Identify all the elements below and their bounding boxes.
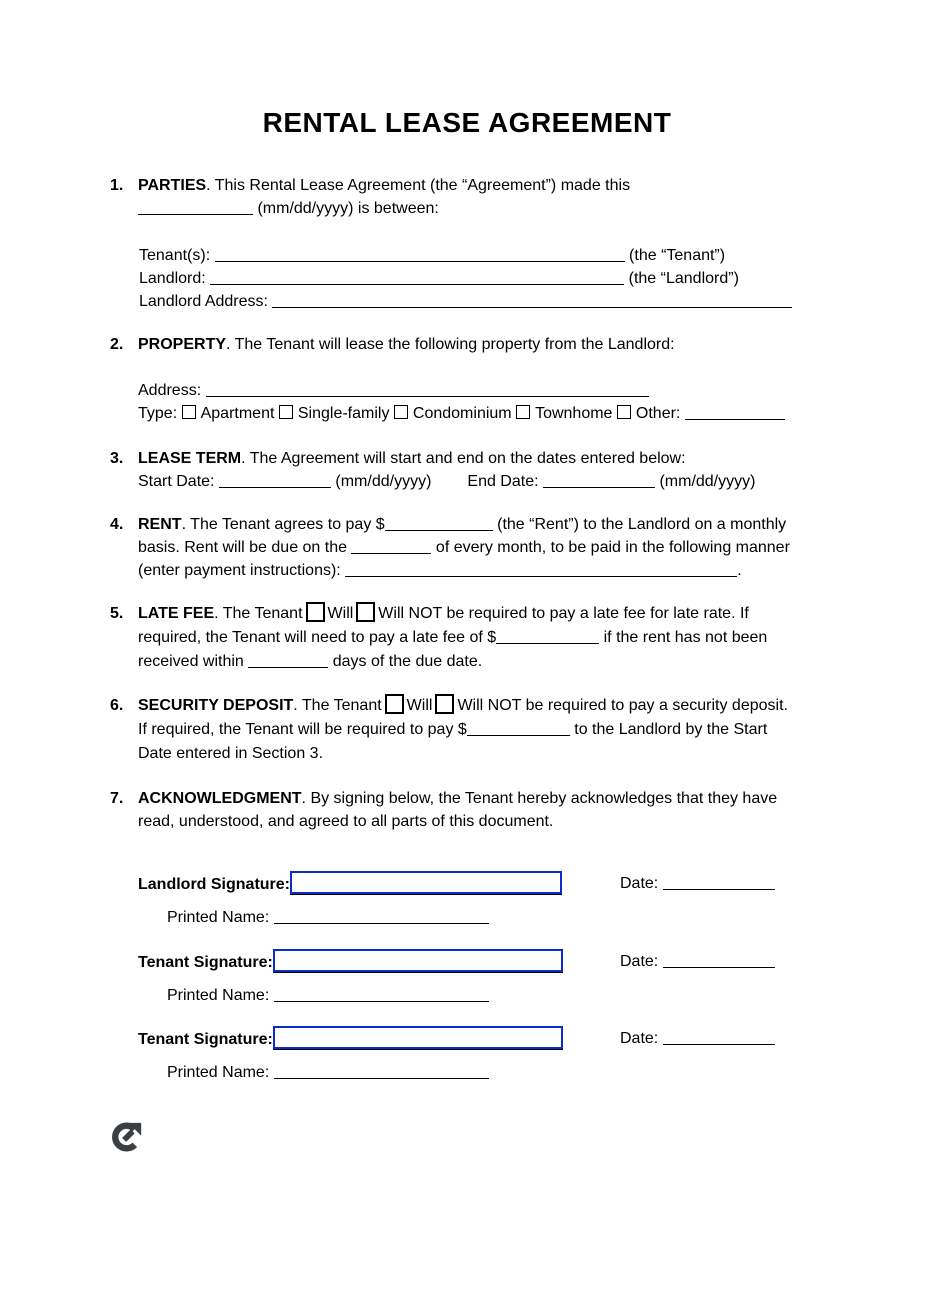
section-heading: SECURITY DEPOSIT	[138, 697, 294, 714]
section-number: 3.	[110, 450, 124, 467]
section-text: of every month, to be paid in the following manner	[435, 539, 790, 556]
section-text: basis. Rent will be due on the	[138, 539, 348, 556]
section-heading: ACKNOWLEDGMENT	[138, 790, 302, 807]
late-fee-will-checkbox[interactable]	[306, 602, 325, 622]
type-option-label: Single-family	[297, 405, 390, 422]
section-text: if the rent has not been	[603, 629, 768, 646]
landlord-signature-row	[138, 871, 822, 898]
section-number: 4.	[110, 516, 124, 533]
deposit-amount-blank-field[interactable]	[467, 721, 570, 736]
date-group	[620, 949, 775, 975]
section-number: 5.	[110, 605, 124, 622]
section-heading: LEASE TERM	[138, 450, 242, 467]
section-security-deposit	[110, 694, 822, 766]
single-family-checkbox[interactable]	[279, 405, 293, 419]
section-text: Will NOT be required to pay a late fee for late rate. If	[378, 605, 749, 622]
section-number: 1.	[110, 177, 124, 194]
section-heading: LATE FEE	[138, 605, 215, 622]
payment-instructions-blank-field[interactable]	[345, 562, 737, 577]
tenant-signature-label: Tenant Signature:	[138, 954, 273, 971]
tenant2-signature-input[interactable]	[273, 1026, 563, 1049]
landlord-signature-input[interactable]	[290, 871, 562, 894]
tenant-signature-row	[138, 949, 822, 976]
section-text: . By signing below, the Tenant hereby acknowledges that they have	[301, 790, 778, 807]
landlord-printed-name-blank-field[interactable]	[274, 909, 489, 924]
section-heading: RENT	[138, 516, 182, 533]
printed-name-label: Printed Name:	[167, 1064, 270, 1081]
landlord-suffix: (the “Landlord”)	[628, 270, 739, 287]
landlord-address-label: Landlord Address:	[139, 293, 268, 310]
section-text: (the “Rent”) to the Landlord on a monthly	[497, 516, 787, 533]
section-acknowledgment	[110, 787, 822, 833]
type-other-label: Other:	[635, 405, 681, 422]
document-page	[0, 106, 934, 1315]
tenant2-signature-row	[138, 1026, 822, 1053]
section-text: (enter payment instructions):	[138, 562, 341, 579]
type-option-label: Condominium	[412, 405, 512, 422]
tenant-signature-input[interactable]	[273, 949, 563, 972]
tenant-label: Tenant(s):	[139, 247, 211, 264]
townhome-checkbox[interactable]	[516, 405, 530, 419]
late-fee-amount-blank-field[interactable]	[496, 629, 599, 644]
page-title: RENTAL LEASE AGREEMENT	[262, 107, 672, 138]
circular-arrow-logo-icon	[110, 1120, 144, 1154]
section-text: . The Agreement will start and end on the dates entered below:	[241, 450, 686, 467]
landlord-date-blank-field[interactable]	[663, 875, 775, 890]
printed-name-row	[167, 984, 822, 1007]
section-property	[110, 333, 822, 356]
section-text: to the Landlord by the Start	[574, 721, 768, 738]
landlord-address-blank-field[interactable]	[272, 293, 792, 308]
section-text: Will NOT be required to pay a security deposit.	[457, 697, 788, 714]
date-group	[620, 1026, 775, 1052]
section-heading: PROPERTY	[138, 336, 227, 353]
will-label: Will	[327, 605, 354, 622]
start-date-label: Start Date:	[138, 473, 215, 490]
printed-name-row	[167, 906, 822, 929]
apartment-checkbox[interactable]	[182, 405, 196, 419]
property-type-label: Type:	[138, 405, 178, 422]
signature-block	[110, 871, 822, 1084]
section-text: received within	[138, 653, 244, 670]
end-date-format: (mm/dd/yyyy)	[659, 473, 756, 490]
landlord-name-blank-field[interactable]	[210, 270, 624, 285]
date-label: Date:	[620, 953, 659, 970]
late-fee-will-not-checkbox[interactable]	[356, 602, 375, 622]
section-text: required, the Tenant will need to pay a late fee of $	[138, 629, 497, 646]
type-option-label: Apartment	[200, 405, 275, 422]
section-text: (mm/dd/yyyy) is between:	[257, 200, 439, 217]
section-text: . The Tenant	[293, 697, 382, 714]
property-address-label: Address:	[138, 382, 202, 399]
parties-fields	[139, 244, 822, 313]
section-text: . The Tenant will lease the following property from the Landlord:	[226, 336, 675, 353]
section-number: 7.	[110, 790, 124, 807]
printed-name-label: Printed Name:	[167, 987, 270, 1004]
start-date-format: (mm/dd/yyyy)	[335, 473, 432, 490]
property-address-blank-field[interactable]	[206, 382, 649, 397]
tenant-printed-name-blank-field[interactable]	[274, 987, 489, 1002]
rent-due-day-blank-field[interactable]	[351, 539, 431, 554]
section-late-fee	[110, 602, 822, 674]
other-checkbox[interactable]	[617, 405, 631, 419]
section-parties	[110, 174, 822, 220]
section-text: .	[737, 562, 742, 579]
tenant-name-blank-field[interactable]	[215, 247, 625, 262]
document-content	[110, 174, 822, 1154]
deposit-will-checkbox[interactable]	[385, 694, 404, 714]
section-text: read, understood, and agreed to all parts of this document.	[138, 813, 554, 830]
date-label: Date:	[620, 1030, 659, 1047]
landlord-signature-label: Landlord Signature:	[138, 876, 290, 893]
section-text: . The Tenant agrees to pay $	[181, 516, 385, 533]
tenant-suffix: (the “Tenant”)	[629, 247, 726, 264]
section-text: . The Tenant	[214, 605, 303, 622]
landlord-label: Landlord:	[139, 270, 206, 287]
start-date-blank-field[interactable]	[219, 473, 331, 488]
tenant-date-blank-field[interactable]	[663, 953, 775, 968]
end-date-label: End Date:	[467, 473, 539, 490]
section-heading: PARTIES	[138, 177, 207, 194]
section-rent	[110, 513, 822, 582]
section-lease-term	[110, 447, 822, 493]
other-type-blank-field[interactable]	[685, 405, 785, 420]
printed-name-label: Printed Name:	[167, 909, 270, 926]
rent-amount-blank-field[interactable]	[385, 516, 493, 531]
deposit-will-not-checkbox[interactable]	[435, 694, 454, 714]
will-label: Will	[406, 697, 433, 714]
agreement-date-blank-field[interactable]	[138, 200, 253, 215]
section-number: 6.	[110, 697, 124, 714]
date-group	[620, 871, 775, 897]
tenant2-date-blank-field[interactable]	[663, 1030, 775, 1045]
tenant2-signature-label: Tenant Signature:	[138, 1031, 273, 1048]
section-number: 2.	[110, 336, 124, 353]
section-text: days of the due date.	[332, 653, 483, 670]
section-text: Date entered in Section 3.	[138, 745, 324, 762]
late-fee-days-blank-field[interactable]	[248, 653, 328, 668]
property-fields	[110, 379, 822, 425]
printed-name-row	[167, 1061, 822, 1084]
end-date-blank-field[interactable]	[543, 473, 655, 488]
tenant2-printed-name-blank-field[interactable]	[274, 1064, 489, 1079]
section-text: . This Rental Lease Agreement (the “Agreement”) made this	[206, 177, 631, 194]
condominium-checkbox[interactable]	[394, 405, 408, 419]
date-label: Date:	[620, 875, 659, 892]
type-option-label: Townhome	[535, 405, 613, 422]
section-text: If required, the Tenant will be required to pay $	[138, 721, 467, 738]
